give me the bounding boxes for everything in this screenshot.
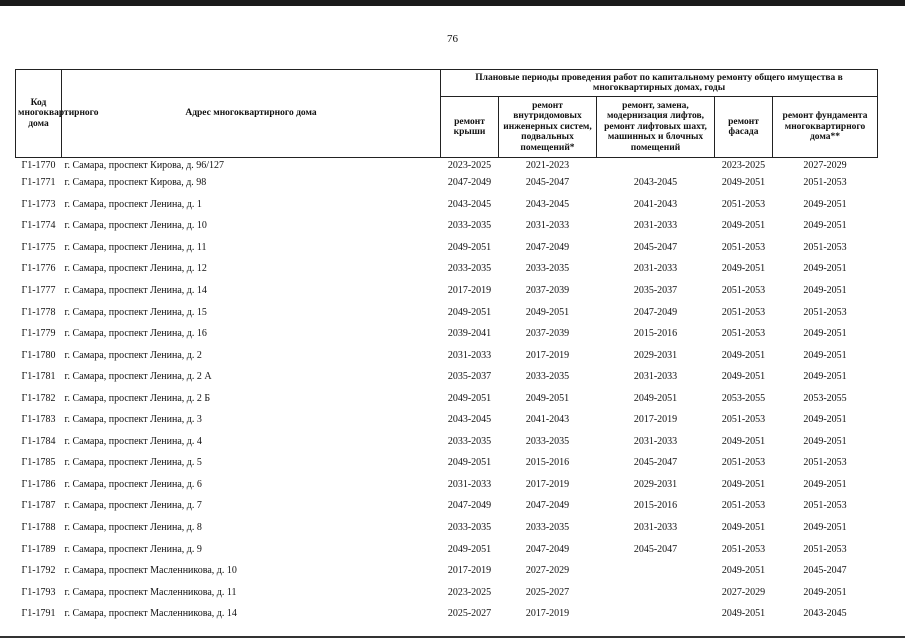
header-facade: ремонт фасада [715,97,773,158]
elevators-period: 2041-2043 [633,198,678,210]
table-row [16,172,878,194]
house-code: Г1-1793 [21,586,56,598]
house-address: г. Самара, проспект Масленникова, д. 10 [64,565,237,577]
house-code: Г1-1773 [21,198,56,210]
roof-period: 2025-2027 [447,608,492,620]
foundation-period: 2027-2029 [803,159,847,171]
facade-period: 2053-2055 [721,392,766,404]
facade-period: 2051-2053 [721,414,766,426]
house-code: Г1-1781 [21,371,56,383]
foundation-period: 2049-2051 [803,328,847,340]
roof-period: 2033-2035 [447,263,492,275]
facade-period: 2051-2053 [721,306,766,318]
engineering-period: 2049-2051 [525,306,570,318]
foundation-period: 2049-2051 [803,349,847,361]
table-row [16,344,878,366]
table-row [16,323,878,345]
elevators-period: 2045-2047 [633,241,678,253]
engineering-period: 2043-2045 [525,198,570,210]
engineering-period: 2015-2016 [525,457,570,469]
foundation-period: 2051-2053 [803,306,847,318]
roof-period: 2023-2025 [447,586,492,598]
roof-period: 2049-2051 [447,457,492,469]
house-code: Г1-1771 [21,177,56,189]
table-row [16,431,878,453]
engineering-period: 2017-2019 [525,349,570,361]
table-row [16,280,878,302]
table-row [16,258,878,280]
engineering-period: 2049-2051 [525,392,570,404]
header-elevators: ремонт, замена, модернизация лифтов, ремонт лифтовых шахт, машинных и блочных помещений [597,97,715,158]
house-code: Г1-1774 [21,220,56,232]
table-row [16,474,878,496]
elevators-period: 2015-2016 [633,328,678,340]
table-row [16,517,878,539]
foundation-period: 2049-2051 [803,522,847,534]
facade-period: 2051-2053 [721,543,766,555]
foundation-period: 2051-2053 [803,543,847,555]
roof-period: 2031-2033 [447,478,492,490]
facade-period: 2051-2053 [721,198,766,210]
house-code: Г1-1775 [21,241,56,253]
engineering-period: 2017-2019 [525,608,570,620]
house-address: г. Самара, проспект Ленина, д. 6 [64,478,202,490]
foundation-period: 2051-2053 [803,241,847,253]
house-code: Г1-1784 [21,435,56,447]
facade-period: 2051-2053 [721,241,766,253]
roof-period: 2049-2051 [447,392,492,404]
house-address: г. Самара, проспект Ленина, д. 16 [64,328,207,340]
header-plan-periods: Плановые периоды проведения работ по капитальному ремонту общего имущества в многоквартирных домах, годы [441,70,878,97]
foundation-period: 2049-2051 [803,435,847,447]
facade-period: 2027-2029 [721,586,766,598]
top-border [0,0,905,6]
elevators-period: 2031-2033 [633,263,678,275]
foundation-period: 2043-2045 [803,608,847,620]
facade-period: 2049-2051 [721,371,766,383]
elevators-period: 2049-2051 [633,392,678,404]
foundation-period: 2049-2051 [803,198,847,210]
elevators-period [597,560,715,582]
engineering-period: 2027-2029 [525,565,570,577]
house-code: Г1-1777 [21,285,56,296]
house-address: г. Самара, проспект Ленина, д. 14 [64,285,207,296]
facade-period: 2049-2051 [721,435,766,447]
facade-period: 2049-2051 [721,608,766,620]
roof-period: 2031-2033 [447,349,492,361]
house-code: Г1-1788 [21,522,56,534]
roof-period: 2047-2049 [447,500,492,512]
facade-period: 2049-2051 [721,565,766,577]
elevators-period [597,158,715,173]
engineering-period: 2045-2047 [525,177,570,189]
elevators-period: 2043-2045 [633,177,678,189]
house-code: Г1-1779 [21,328,56,340]
header-address: Адрес многоквартирного дома [62,70,441,158]
foundation-period: 2049-2051 [803,414,847,426]
table-row [16,366,878,388]
house-code: Г1-1782 [21,392,56,404]
foundation-period: 2049-2051 [803,285,847,296]
facade-period: 2023-2025 [721,159,766,171]
elevators-period: 2029-2031 [633,478,678,490]
roof-period: 2033-2035 [447,435,492,447]
foundation-period: 2053-2055 [803,392,847,404]
house-address: г. Самара, проспект Ленина, д. 4 [64,435,202,447]
elevators-period: 2031-2033 [633,371,678,383]
roof-period: 2017-2019 [447,565,492,577]
foundation-period: 2049-2051 [803,478,847,490]
table-row [16,495,878,517]
house-address: г. Самара, проспект Ленина, д. 3 [64,414,202,426]
house-address: г. Самара, проспект Ленина, д. 8 [64,522,202,534]
house-address: г. Самара, проспект Ленина, д. 2 А [64,371,212,383]
house-address: г. Самара, проспект Ленина, д. 15 [64,306,207,318]
elevators-period: 2017-2019 [633,414,678,426]
facade-period: 2049-2051 [721,522,766,534]
table-row [16,409,878,431]
house-code: Г1-1787 [21,500,56,512]
house-code: Г1-1776 [21,263,56,275]
foundation-period: 2049-2051 [803,220,847,232]
table-row [16,603,878,625]
facade-period: 2049-2051 [721,220,766,232]
roof-period: 2043-2045 [447,198,492,210]
house-code: Г1-1789 [21,543,56,555]
engineering-period: 2037-2039 [525,285,570,296]
house-code: Г1-1785 [21,457,56,469]
house-code: Г1-1778 [21,306,56,318]
elevators-period: 2035-2037 [633,285,678,296]
header-roof: ремонт крыши [441,97,499,158]
house-address: г. Самара, проспект Кирова, д. 98 [64,177,207,189]
house-address: г. Самара, проспект Ленина, д. 9 [64,543,202,555]
header-code: Код многоквартирного дома [16,70,62,158]
table-row [16,581,878,603]
table-row [16,452,878,474]
engineering-period: 2041-2043 [525,414,570,426]
house-address: г. Самара, проспект Масленникова, д. 14 [64,608,237,620]
house-address: г. Самара, проспект Ленина, д. 5 [64,457,202,469]
facade-period: 2049-2051 [721,349,766,361]
foundation-period: 2051-2053 [803,177,847,189]
engineering-period: 2047-2049 [525,543,570,555]
engineering-period: 2047-2049 [525,241,570,253]
header-foundation: ремонт фундамента многоквартирного дома** [773,97,878,158]
facade-period: 2051-2053 [721,457,766,469]
house-code: Г1-1770 [21,159,56,171]
house-address: г. Самара, проспект Масленникова, д. 11 [64,586,237,598]
roof-period: 2049-2051 [447,241,492,253]
foundation-period: 2049-2051 [803,586,847,598]
engineering-period: 2047-2049 [525,500,570,512]
elevators-period: 2029-2031 [633,349,678,361]
capital-repair-table [15,69,878,624]
roof-period: 2039-2041 [447,328,492,340]
house-address: г. Самара, проспект Ленина, д. 10 [64,220,207,232]
house-address: г. Самара, проспект Ленина, д. 1 [64,198,202,210]
elevators-period: 2045-2047 [633,457,678,469]
table-row [16,158,878,173]
elevators-period: 2031-2033 [633,522,678,534]
foundation-period: 2049-2051 [803,371,847,383]
engineering-period: 2021-2023 [525,159,570,171]
facade-period: 2051-2053 [721,285,766,296]
foundation-period: 2051-2053 [803,500,847,512]
roof-period: 2035-2037 [447,371,492,383]
roof-period: 2033-2035 [447,220,492,232]
table-row [16,237,878,259]
roof-period: 2023-2025 [447,159,492,171]
table-row [16,560,878,582]
engineering-period: 2025-2027 [525,586,570,598]
house-code: Г1-1786 [21,478,56,490]
facade-period: 2049-2051 [721,478,766,490]
elevators-period [597,581,715,603]
house-code: Г1-1780 [21,349,56,361]
house-address: г. Самара, проспект Кирова, д. 96/127 [64,159,225,171]
page-number: 76 [447,33,458,45]
engineering-period: 2033-2035 [525,522,570,534]
elevators-period: 2015-2016 [633,500,678,512]
roof-period: 2043-2045 [447,414,492,426]
foundation-period: 2049-2051 [803,263,847,275]
house-address: г. Самара, проспект Ленина, д. 12 [64,263,207,275]
facade-period: 2051-2053 [721,328,766,340]
header-engineering: ремонт внутридомовых инженерных систем, подвальных помещений* [499,97,597,158]
engineering-period: 2031-2033 [525,220,570,232]
house-address: г. Самара, проспект Ленина, д. 2 Б [64,392,211,404]
elevators-period: 2031-2033 [633,220,678,232]
elevators-period: 2031-2033 [633,435,678,447]
house-code: Г1-1791 [21,608,56,620]
foundation-period: 2045-2047 [803,565,847,577]
engineering-period: 2033-2035 [525,435,570,447]
elevators-period: 2045-2047 [633,543,678,555]
engineering-period: 2037-2039 [525,328,570,340]
table-row [16,194,878,216]
table-row [16,538,878,560]
facade-period: 2051-2053 [721,500,766,512]
table-row [16,387,878,409]
table-row [16,301,878,323]
engineering-period: 2017-2019 [525,478,570,490]
table-row [16,215,878,237]
facade-period: 2049-2051 [721,263,766,275]
elevators-period [597,603,715,625]
house-address: г. Самара, проспект Ленина, д. 7 [64,500,202,512]
roof-period: 2047-2049 [447,177,492,189]
elevators-period: 2047-2049 [633,306,678,318]
house-address: г. Самара, проспект Ленина, д. 11 [64,241,207,253]
roof-period: 2049-2051 [447,306,492,318]
foundation-period: 2051-2053 [803,457,847,469]
facade-period: 2049-2051 [721,177,766,189]
table-body [16,158,878,625]
house-code: Г1-1783 [21,414,56,426]
house-code: Г1-1792 [21,565,56,577]
house-address: г. Самара, проспект Ленина, д. 2 [64,349,202,361]
engineering-period: 2033-2035 [525,263,570,275]
roof-period: 2049-2051 [447,543,492,555]
roof-period: 2017-2019 [447,285,492,296]
engineering-period: 2033-2035 [525,371,570,383]
roof-period: 2033-2035 [447,522,492,534]
bottom-border [0,636,905,638]
